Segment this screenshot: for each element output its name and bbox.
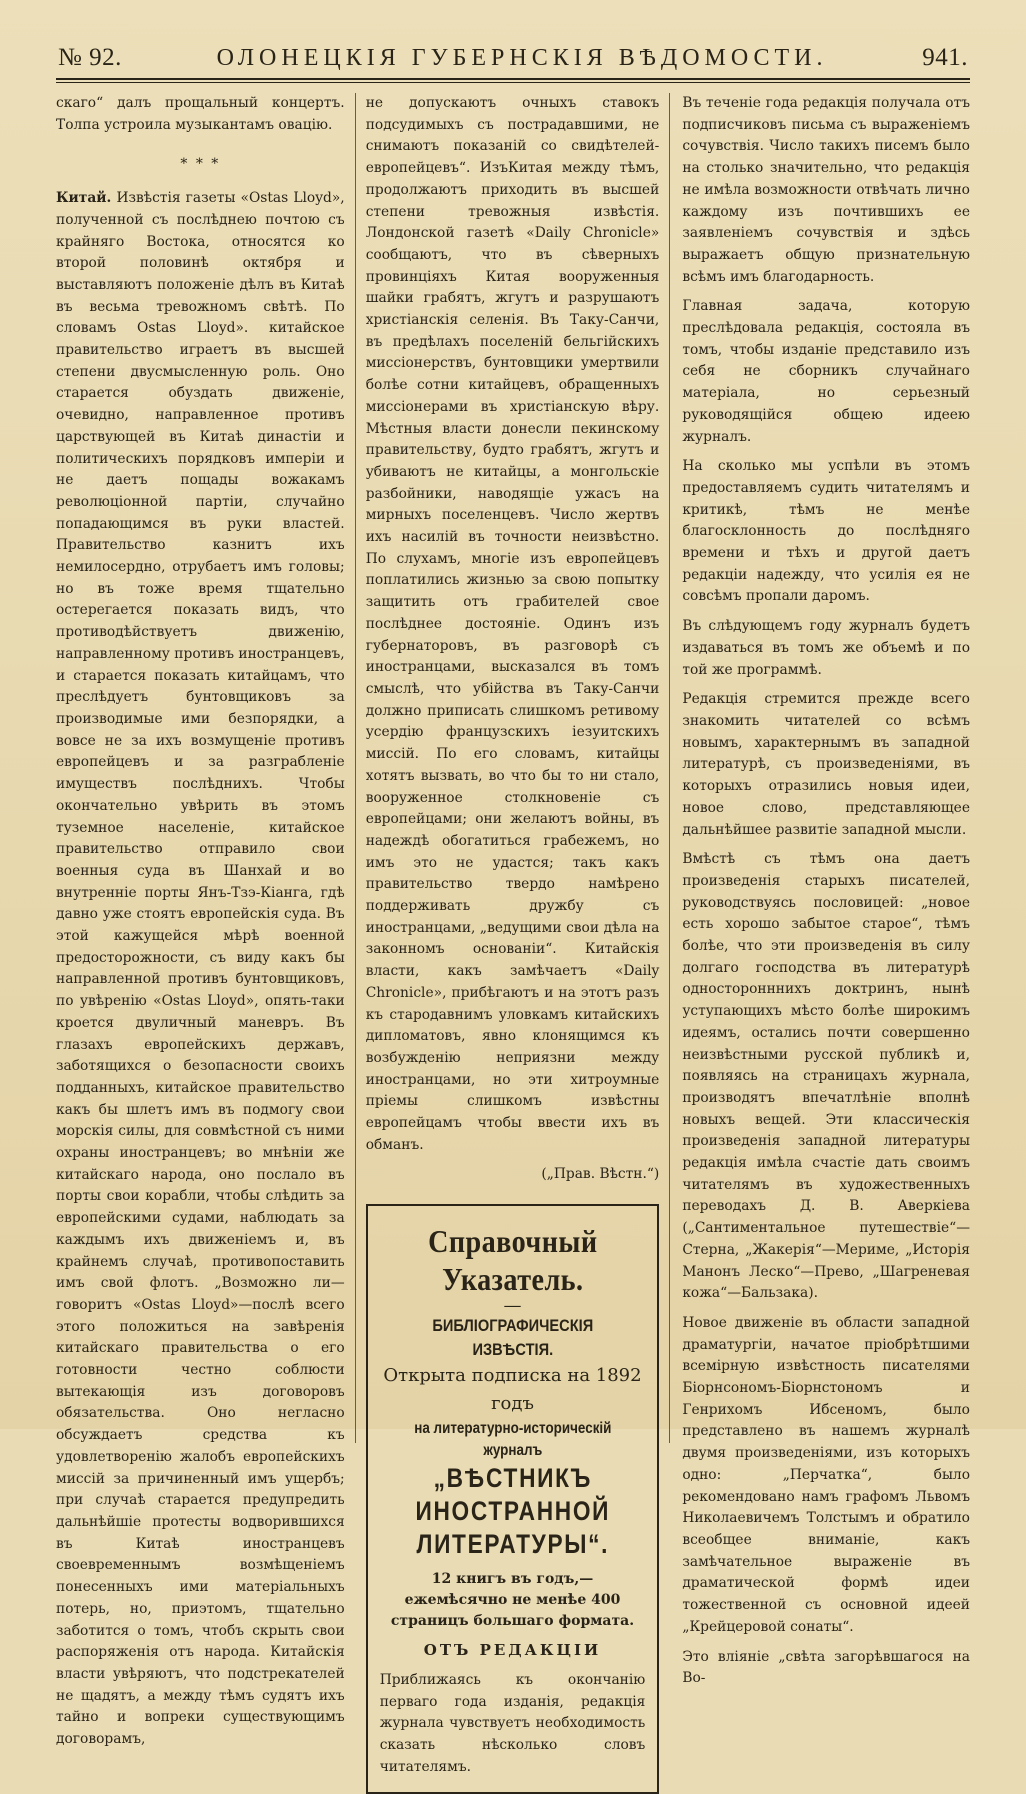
section-stars: * * * (180, 156, 221, 173)
subscription-line: Открыта подписка на 1892 годъ (383, 1365, 642, 1415)
journal-name-line2: ИНОСТРАННОЙ ЛИТЕРАТУРЫ“. (415, 1496, 610, 1560)
editors-paragraph-4: Въ слѣдующемъ году журналъ будетъ издаваться въ томъ же объемѣ и по той же программѣ. (682, 618, 970, 678)
editors-paragraph-2: Главная задача, которую преслѣдовала редакція, состояла въ томъ, чтобы изданіе представило изъ себя не сборникъ случайнаго матеріала, но серьезный руководящійся общею идеею журналъ. (682, 298, 970, 445)
article-source: („Прав. Вѣстн.“) (541, 1166, 660, 1183)
reference-box (366, 1206, 660, 1794)
editors-paragraph-6: Вмѣстѣ съ тѣмъ она даетъ произведенія старыхъ писателей, руководствуясь пословицей: „новое есть хорошо забытое старое“, тѣмъ болѣе, что эти произведенія въ силу долгаго господства въ литературѣ односторонннихъ доктринъ, нынѣ уступающихъ мѣсто болѣе широкимъ идеямъ, остались почти совершенно неизвѣстными русской публикѣ и, появляясь на страницахъ журнала, производятъ впечатлѣніе вполнѣ новыхъ вещей. Эти классическія произведенія западной литературы редакція имѣла счастіе дать своимъ читателямъ въ художественныхъ переводахъ Д. В. Аверкіева („Сантиментальное путешествіе“—Стерна, „Жакерія“—Меримe, „Исторія Манонъ Леско“—Прево, „Шагреневая кожа“—Бальзака). (682, 851, 970, 1302)
editors-paragraph-1: Въ теченіе года редакція получала отъ подписчиковъ письма съ выраженіемъ сочувствія. Число такихъ писемъ было на столько значительно, что редакція не имѣла возможности отвѣчать лично каждому изъ почтившихъ ее заявленіемъ сочувствія и здѣсь выражаетъ общую признательную всѣмъ имъ благодарность. (682, 95, 970, 285)
editors-paragraph-7: Новое движеніе въ области западной драматургіи, начатое пріобрѣтшими всемірную извѣстность писателями Біорнсономъ-Біорнстономъ и Генрихомъ Ибсеномъ, было представлено въ нашемъ журналѣ двумя произведеніями, изъ которыхъ одно: „Перчатка“, было рекомендовано намъ графомъ Львомъ Николаевичемъ Толстымъ и обратило всеобщее вниманіе, какъ замѣчательное выраженіе въ драматической формѣ идеи тожественной съ основной идеей „Крейцеровой сонаты“. (682, 1314, 970, 1635)
editors-paragraph-3: На сколько мы успѣли въ этомъ предоставляемъ судить читателямъ и критикѣ, тѣмъ не менѣе благосклонность до послѣдняго времени и тѣхъ и другой даетъ редакціи надежду, что усилія ея не совсѣмъ пропали даромъ. (682, 458, 970, 605)
editors-paragraph-5: Редакція стремится прежде всего знакомить читателей со всѣмъ новымъ, характернымъ въ западной литературѣ, съ произведеніями, въ которыхъ отразились новыя идеи, новое слово, представляющее дальнѣйшее развитіе западной мысли. (682, 691, 970, 838)
column-1 (56, 93, 355, 1748)
journal-type-line: на литературно-историческій журналъ (413, 1420, 612, 1460)
columns (56, 93, 970, 1775)
page-header (56, 44, 970, 78)
journal-name-line1: „ВѢСТНИКЪ (433, 1463, 592, 1494)
from-editors-heading: ОТЪ РЕДАКЦІИ (423, 1641, 602, 1660)
editors-intro: Приближаясь къ окончанію перваго года изданія, редакція журнала чувствуетъ необходимость сказать нѣсколько словъ читателямъ. (379, 1671, 646, 1775)
china-lead: Китай. (56, 190, 112, 207)
column-3 (669, 93, 970, 1687)
china-article-continued: не допускаютъ очныхъ ставокъ подсудимыхъ съ пострадавшими, не снимаютъ показаній со свидѣтелей-европейцевъ“. ИзъКитая между тѣмъ, продолжаютъ приходить въ высшей степени тревожныя извѣстія. Лондонской газетѣ «Daily Chronicle» сообщаютъ, что въ сѣверныхъ провинціяхъ Китая вооруженныя шайки грабятъ, жгутъ и разрушаютъ христіанскія селенія. Въ Таку-Санчи, въ предѣлахъ поселеній бельгійскихъ миссіонерствъ, бунтовщики умертвили болѣе сотни китайцевъ, обращенныхъ миссіонерами въ христіанскую вѣру. Мѣстныя власти донесли пекинскому правительству, будто грабятъ, жгутъ и убиваютъ не китайцы, а монгольскіе разбойники, наводящіе ужасъ на мирныхъ поселенцевъ. Число жертвъ ихъ насилій въ точности неизвѣстно. По слухамъ, многіе изъ европейцевъ поплатились жизнью за свою попытку защитить отъ грабителей свое послѣднее достояніе. Одинъ изъ губернаторовъ, въ разговорѣ съ иностранцами, высказался въ томъ смыслѣ, что убійства въ Таку-Санчи должно приписать слишкомъ ретивому усердію французскихъ іезуитскихъ миссій. По его словамъ, китайцы хотятъ вызвать, во что бы то ни стало, вооруженное столкновеніе съ европейцами; они желаютъ войны, въ надеждѣ обогатиться грабежемъ, но имъ это не удастся; такъ какъ правительство твердо намѣрено поддерживать дружбу съ иностранцами, „ведущими свои дѣла на законномъ основаніи“. Китайскія власти, какъ замѣчаетъ «Daily Chronicle», прибѣгаютъ и на этотъ разъ къ стародавнимъ уловкамъ китайскихъ дипломатовъ, явно клонящимся къ возбужденію неприязни между иностранцами, но эти хитроумные пріемы слишкомъ извѣстны европейцамъ чтобы ввести ихъ въ обманъ. (365, 95, 660, 1153)
issues-per-year: 12 книгъ въ годъ,— ежемѣсячно не менѣе 400 страницъ большаго формата. (390, 1571, 635, 1630)
bibliography-heading: БИБЛІОГРАФИЧЕСКІЯ ИЗВѢСТІЯ. (432, 1316, 593, 1360)
reference-title: Справочный Указатель. (427, 1223, 598, 1298)
editors-paragraph-8: Это вліяніе „свѣта загорѣвшагося на Во- (682, 1648, 970, 1687)
china-article-text: Извѣстія газеты «Ostas Lloyd», полученной съ послѣднею почтою съ крайняго Востока, относятся ко второй половинѣ октября и выставляютъ положеніе дѣлъ въ Китаѣ въ весьма тревожномъ свѣтѣ. По словамъ Ostas Lloyd». китайское правительство играетъ въ высшей степени двусмысленную роль. Оно старается обуздать движеніе, очевидно, направленное противъ царствующей въ Китаѣ династіи и политическихъ порядковъ имперіи и не даетъ пощады вожакамъ революціонной партіи, случайно попадающимся въ руки властей. Правительство казнитъ ихъ немилосердно, отрубаетъ имъ головы; но въ тоже время тщательно остерегается показать видъ, что противодѣйствуетъ движенію, направленному противъ иностранцевъ, и старается показать китайцамъ, что преслѣдуетъ бунтовщиковъ за производимые ими безпорядки, а вовсе не за ихъ возмущеніе противъ европейцевъ и за разграбленіе имуществъ послѣднихъ. Чтобы окончательно увѣрить въ этомъ туземное населеніе, китайское правительство отправило свои военныя суда въ Шанхай и во внутренніе порты Янъ-Тзэ-Кіанга, гдѣ давно уже стоятъ европейскія суда. Въ этой кажущейся мѣрѣ военной предосторожности, съ виду какъ бы направленной противъ бунтовщиковъ, по увѣренію «Ostas Lloyd», опять-таки кроется двуличный маневръ. Въ глазахъ европейскихъ державъ, заботящихся о безопасности своихъ подданныхъ, китайское правительство какъ бы шлетъ имъ въ подмогу свои морскія силы, для совмѣстной съ ними охраны иностранцевъ; во мнѣніи же китайскаго народа, оно послало въ порты свои корабли, чтобы слѣдить за европейскими судами, наблюдать за каждымъ ихъ движеніемъ и, въ крайнемъ случаѣ, противопоставить имъ свой флотъ. „Возможно ли—говоритъ «Ostas Lloyd»—послѣ всего этого положиться на завѣренія китайскаго правительства о его готовности честно соблюсти вытекающія изъ договоровъ обязательства. Оно неглаcно обсуждаетъ средства къ удовлетворенію жалобъ европейскихъ миссій за причиненный имъ ущербъ; при случаѣ старается предупредить дальнѣйшіе протесты водворившихся въ Китаѣ иностранцевъ своевременнымъ возмѣщеніемъ понесенныхъ ими матеріальныхъ потерь, но, приэтомъ, тщательно заботится о томъ, чтобъ скрыть свои распоряженія отъ народа. Китайскія власти увѣряютъ, что подстрекателей не щадятъ, а между тѣмъ судятъ ихъ тайно и вопреки существующимъ договорамъ, (56, 190, 345, 1748)
article-end-paragraph: скаго“ далъ прощальный концертъ. Толпа устроила музыкантамъ овацію. (56, 95, 345, 133)
page-number: 941. (922, 44, 968, 71)
newspaper-title: ОЛОНЕЦКІЯ ГУБЕРНСКІЯ ВѢДОМОСТИ. (216, 45, 828, 71)
china-article (56, 188, 345, 1751)
reference-dash: — (503, 1295, 522, 1317)
column-2 (355, 93, 670, 1775)
issue-number: № 92. (58, 44, 122, 71)
header-rule (56, 78, 970, 83)
